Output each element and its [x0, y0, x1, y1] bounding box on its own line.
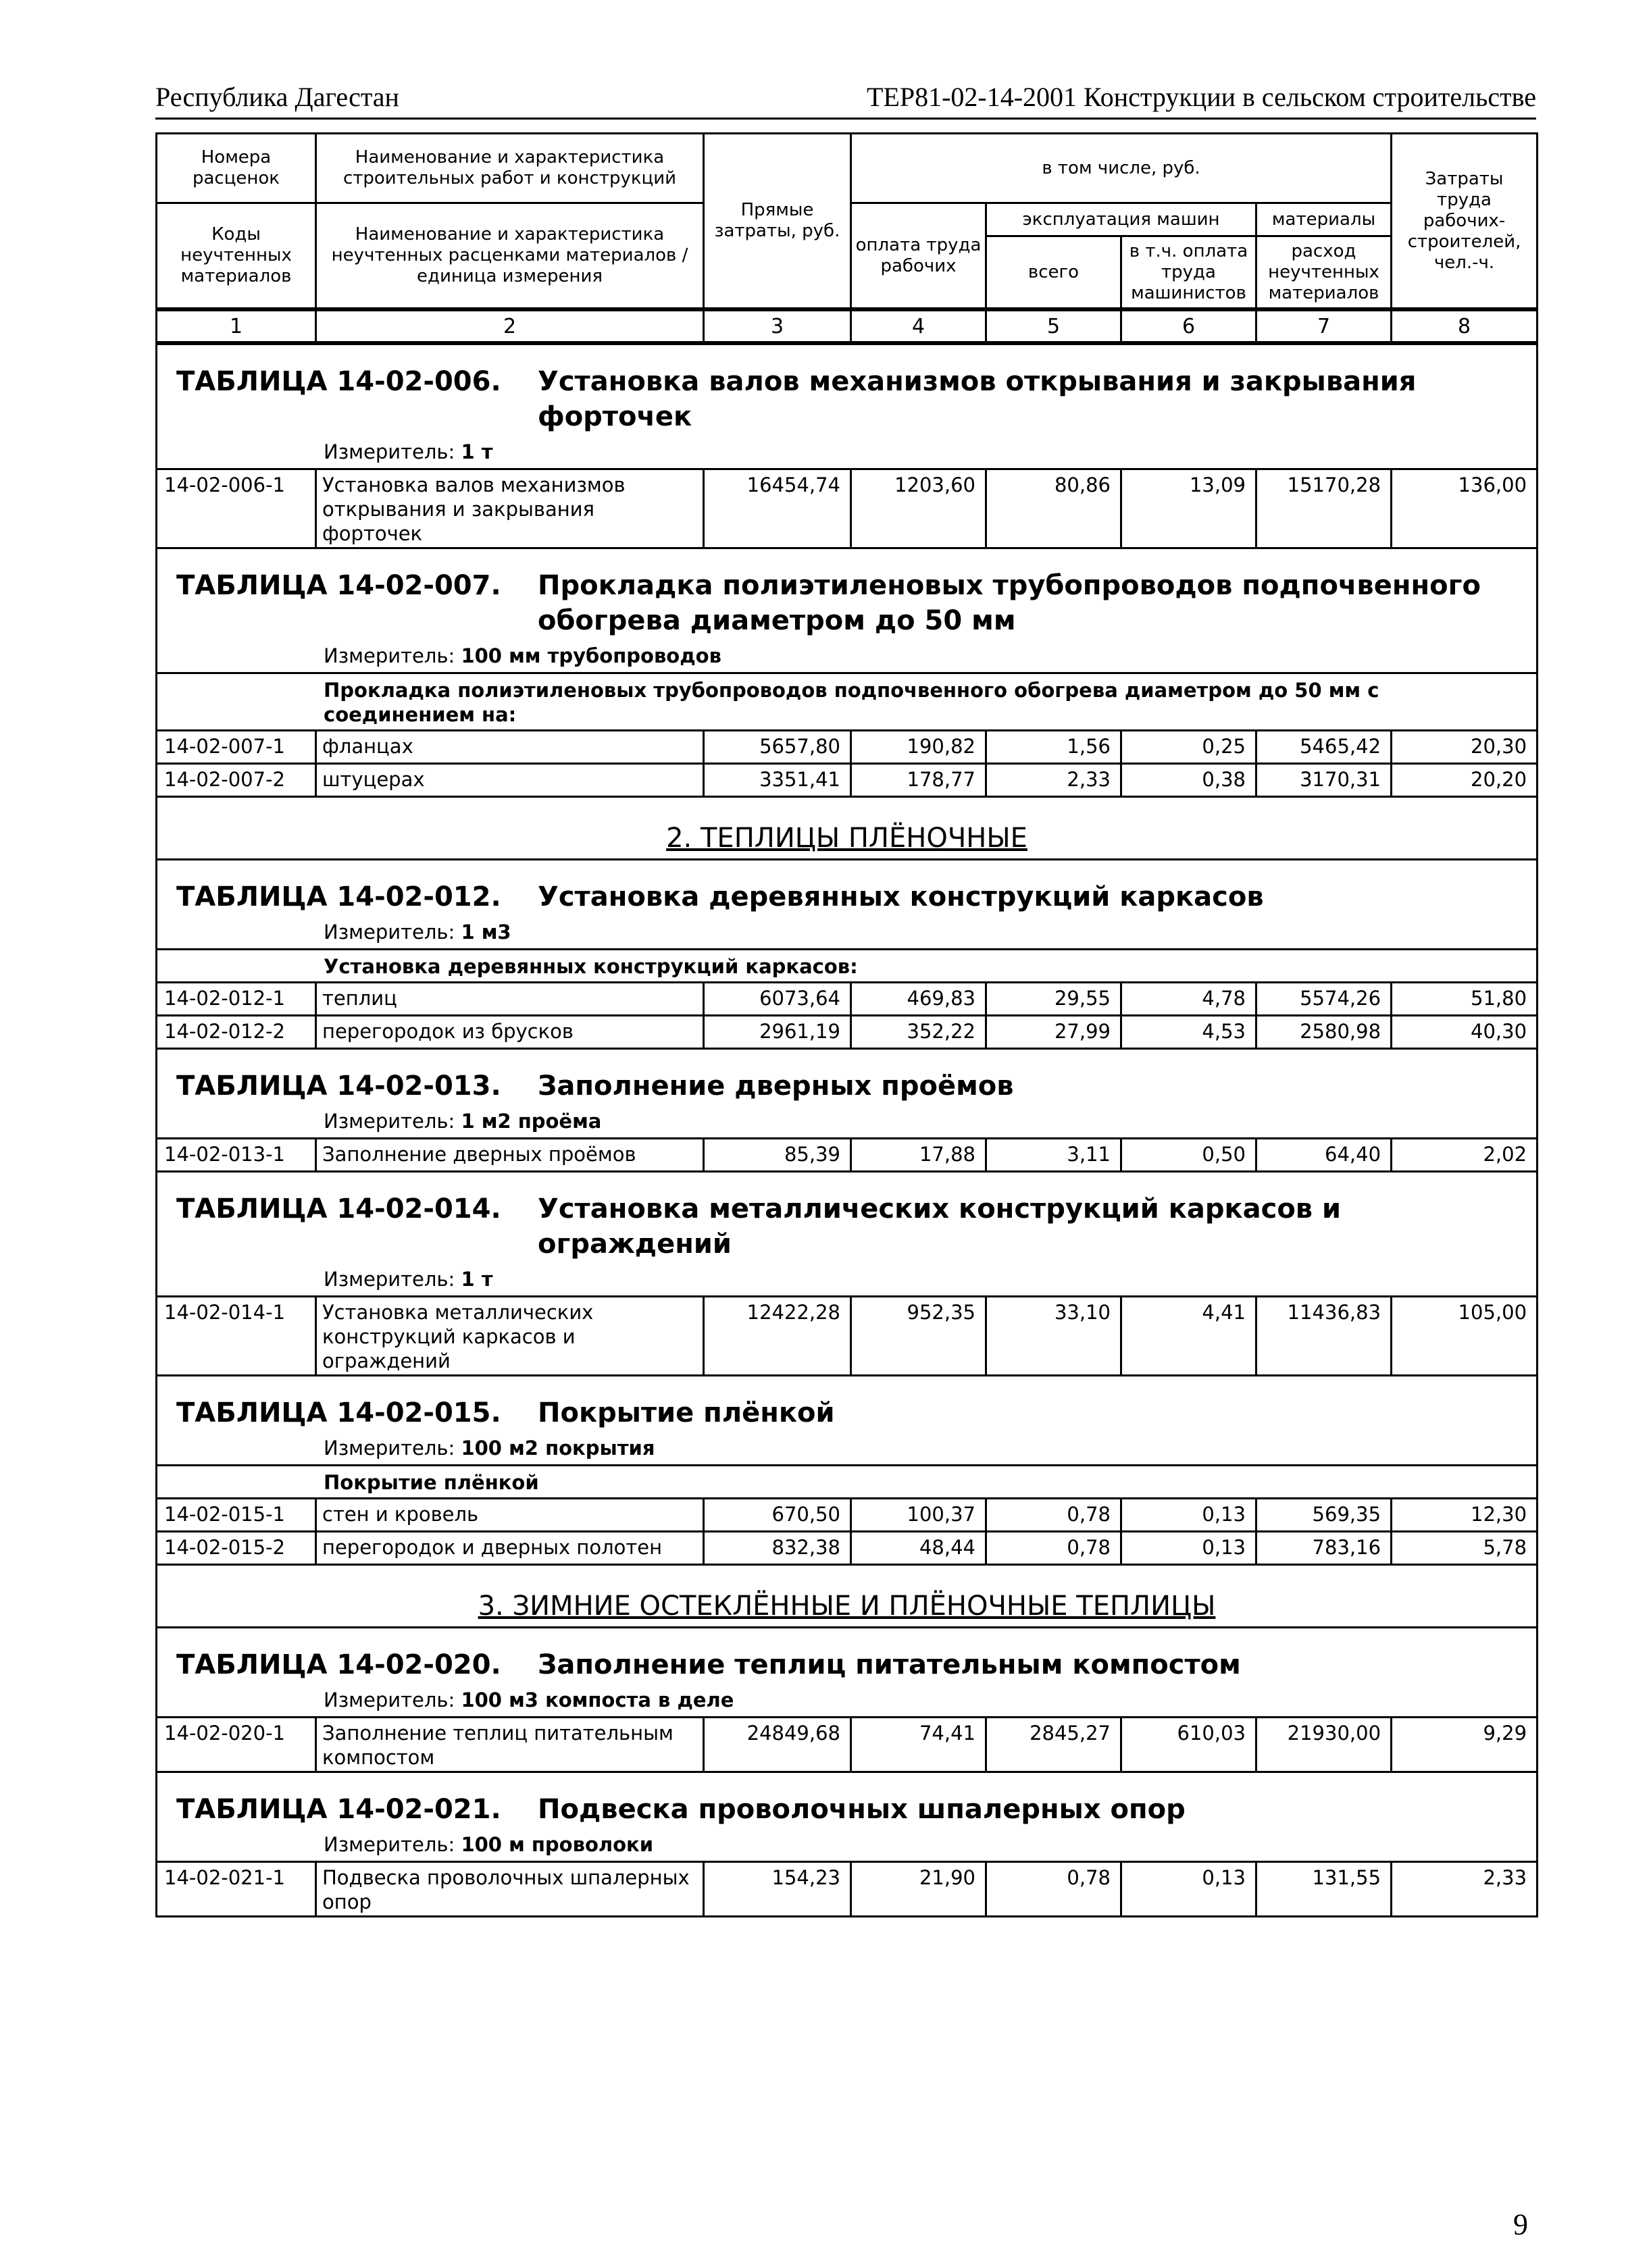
measure	[157, 438, 1536, 468]
header-material-codes: Коды неучтенных материалов	[157, 203, 316, 310]
document-title: ТЕР81-02-14-2001 Конструкции в сельском строительстве	[866, 82, 1536, 112]
measure-value: 100 мм трубопроводов	[461, 644, 721, 667]
machine-labor-cell: 0,13	[1121, 1532, 1256, 1565]
materials-cell: 2580,98	[1256, 1016, 1392, 1049]
table-title	[157, 1773, 1536, 1831]
labor-hours-cell: 12,30	[1392, 1499, 1538, 1532]
work-name-cell: теплиц	[316, 983, 704, 1016]
materials-cell: 3170,31	[1256, 764, 1392, 797]
measure-label: Измеритель:	[324, 440, 455, 463]
labor-hours-cell: 51,80	[1392, 983, 1538, 1016]
machine-total-cell: 2845,27	[986, 1718, 1121, 1772]
machine-total-cell: 33,10	[986, 1297, 1121, 1376]
work-name-cell: Подвеска проволочных шпалерных опор	[316, 1862, 704, 1917]
table-row	[157, 764, 1538, 797]
work-name-cell: перегородок из брусков	[316, 1016, 704, 1049]
table-row	[157, 1297, 1538, 1376]
rate-code-cell: 14-02-015-2	[157, 1532, 316, 1565]
table-row	[157, 1532, 1538, 1565]
measure	[157, 1266, 1536, 1295]
table-row	[157, 983, 1538, 1016]
measure-value: 1 м3	[461, 921, 511, 944]
table-row	[157, 731, 1538, 764]
header-direct-costs: Прямые затраты, руб.	[704, 134, 851, 310]
rate-code-cell: 14-02-007-1	[157, 731, 316, 764]
section-heading-cell	[157, 1565, 1538, 1628]
table-label: ТАБЛИЦА 14-02-007.	[176, 570, 501, 601]
header-materials-unaccounted: расход неучтенных материалов	[1256, 236, 1392, 310]
table-label: ТАБЛИЦА 14-02-006.	[176, 366, 501, 397]
rate-code-cell: 14-02-014-1	[157, 1297, 316, 1376]
header-rate-numbers: Номера расценок	[157, 134, 316, 203]
direct-costs-cell: 154,23	[704, 1862, 851, 1917]
machine-labor-cell: 0,13	[1121, 1862, 1256, 1917]
machine-labor-cell: 0,50	[1121, 1139, 1256, 1172]
machine-total-cell: 0,78	[986, 1532, 1121, 1565]
subheading-cell	[157, 1466, 1538, 1499]
region-name: Республика Дагестан	[155, 82, 399, 112]
header-material-names: Наименование и характеристика неучтенных расценками материалов / единица измерения	[316, 203, 704, 310]
rate-code-cell: 14-02-006-1	[157, 469, 316, 548]
table-label: ТАБЛИЦА 14-02-021.	[176, 1794, 501, 1825]
materials-cell: 5465,42	[1256, 731, 1392, 764]
section-heading-row	[157, 1565, 1538, 1628]
table-title-cell	[157, 548, 1538, 673]
column-number: 7	[1256, 309, 1392, 343]
machine-total-cell: 1,56	[986, 731, 1121, 764]
labor-pay-cell: 952,35	[851, 1297, 986, 1376]
measure-value: 1 м2 проёма	[461, 1110, 602, 1133]
table-title-row	[157, 1628, 1538, 1718]
measure-label: Измеритель:	[324, 1268, 455, 1291]
materials-cell: 131,55	[1256, 1862, 1392, 1917]
materials-cell: 21930,00	[1256, 1718, 1392, 1772]
measure-label: Измеритель:	[324, 921, 455, 944]
section-heading: 3. ЗИМНИЕ ОСТЕКЛЁННЫЕ И ПЛЁНОЧНЫЕ ТЕПЛИЦЫ	[478, 1591, 1216, 1622]
table-name: Покрытие плёнкой	[538, 1397, 835, 1428]
labor-pay-cell: 352,22	[851, 1016, 986, 1049]
table-row	[157, 1862, 1538, 1917]
section-heading-cell	[157, 797, 1538, 860]
table-title-cell	[157, 343, 1538, 469]
measure-value: 1 т	[461, 1268, 493, 1291]
page-header	[155, 74, 1536, 120]
machine-labor-cell: 13,09	[1121, 469, 1256, 548]
table-title-row	[157, 1172, 1538, 1297]
measure-value: 1 т	[461, 440, 493, 463]
table-row	[157, 1718, 1538, 1772]
rate-code-cell: 14-02-013-1	[157, 1139, 316, 1172]
work-name-cell: стен и кровель	[316, 1499, 704, 1532]
section-heading-row	[157, 797, 1538, 860]
header-labor-pay: оплата труда рабочих	[851, 203, 986, 310]
measure-value: 100 м3 компоста в деле	[461, 1689, 734, 1711]
table-title-row	[157, 1049, 1538, 1139]
labor-pay-cell: 48,44	[851, 1532, 986, 1565]
table-name: Установка деревянных конструкций каркасов	[538, 881, 1264, 912]
materials-cell: 5574,26	[1256, 983, 1392, 1016]
rate-code-cell: 14-02-007-2	[157, 764, 316, 797]
labor-hours-cell: 9,29	[1392, 1718, 1538, 1772]
materials-cell: 11436,83	[1256, 1297, 1392, 1376]
table-title-row	[157, 1772, 1538, 1862]
labor-pay-cell: 190,82	[851, 731, 986, 764]
table-title-row	[157, 860, 1538, 950]
subheading-cell	[157, 673, 1538, 731]
column-number: 4	[851, 309, 986, 343]
machine-labor-cell: 4,78	[1121, 983, 1256, 1016]
table-name: Подвеска проволочных шпалерных опор	[538, 1794, 1186, 1825]
labor-pay-cell: 17,88	[851, 1139, 986, 1172]
table-title-row	[157, 1376, 1538, 1466]
header-work-name: Наименование и характеристика строительных работ и конструкций	[316, 134, 704, 203]
subheading: Покрытие плёнкой	[324, 1471, 539, 1494]
subheading-row	[157, 673, 1538, 731]
labor-hours-cell: 40,30	[1392, 1016, 1538, 1049]
labor-pay-cell: 100,37	[851, 1499, 986, 1532]
direct-costs-cell: 670,50	[704, 1499, 851, 1532]
header-machine-total: всего	[986, 236, 1121, 310]
machine-total-cell: 2,33	[986, 764, 1121, 797]
direct-costs-cell: 832,38	[704, 1532, 851, 1565]
rate-code-cell: 14-02-020-1	[157, 1718, 316, 1772]
work-name-cell: Установка металлических конструкций каркасов и ограждений	[316, 1297, 704, 1376]
table-title-cell	[157, 1049, 1538, 1139]
labor-pay-cell: 178,77	[851, 764, 986, 797]
table-name: Заполнение теплиц питательным компостом	[538, 1649, 1241, 1680]
machine-labor-cell: 4,41	[1121, 1297, 1256, 1376]
rate-code-cell: 14-02-012-1	[157, 983, 316, 1016]
header-labor-costs: Затраты труда рабочих-строителей, чел.-ч.	[1392, 134, 1538, 310]
table-name: Установка валов механизмов открывания и закрывания форточек	[538, 366, 1417, 432]
header-machine-labor: в т.ч. оплата труда машинистов	[1121, 236, 1256, 310]
labor-pay-cell: 1203,60	[851, 469, 986, 548]
work-name-cell: фланцах	[316, 731, 704, 764]
measure-label: Измеритель:	[324, 644, 455, 667]
machine-total-cell: 80,86	[986, 469, 1121, 548]
materials-cell: 64,40	[1256, 1139, 1392, 1172]
header-materials: материалы	[1256, 203, 1392, 236]
materials-cell: 15170,28	[1256, 469, 1392, 548]
subheading-row	[157, 950, 1538, 983]
measure	[157, 1686, 1536, 1716]
table-title	[157, 1628, 1536, 1686]
work-name-cell: Установка валов механизмов открывания и закрывания форточек	[316, 469, 704, 548]
column-number: 2	[316, 309, 704, 343]
measure-value: 100 м2 покрытия	[461, 1437, 655, 1460]
table-title	[157, 345, 1536, 438]
direct-costs-cell: 3351,41	[704, 764, 851, 797]
machine-labor-cell: 610,03	[1121, 1718, 1256, 1772]
labor-hours-cell: 105,00	[1392, 1297, 1538, 1376]
measure-value: 100 м проволоки	[461, 1833, 654, 1856]
column-number: 1	[157, 309, 316, 343]
table-title	[157, 1376, 1536, 1435]
table-title	[157, 1050, 1536, 1108]
direct-costs-cell: 5657,80	[704, 731, 851, 764]
work-name-cell: Заполнение теплиц питательным компостом	[316, 1718, 704, 1772]
table-row	[157, 1016, 1538, 1049]
column-number: 8	[1392, 309, 1538, 343]
measure	[157, 1435, 1536, 1464]
labor-hours-cell: 2,02	[1392, 1139, 1538, 1172]
table-title	[157, 1172, 1536, 1266]
measure	[157, 1831, 1536, 1861]
column-number: 5	[986, 309, 1121, 343]
measure-label: Измеритель:	[324, 1437, 455, 1460]
table-name: Заполнение дверных проёмов	[538, 1071, 1014, 1102]
rate-code-cell: 14-02-015-1	[157, 1499, 316, 1532]
work-name-cell: штуцерах	[316, 764, 704, 797]
machine-total-cell: 0,78	[986, 1862, 1121, 1917]
table-label: ТАБЛИЦА 14-02-012.	[176, 881, 501, 912]
subheading-row	[157, 1466, 1538, 1499]
labor-hours-cell: 136,00	[1392, 469, 1538, 548]
direct-costs-cell: 2961,19	[704, 1016, 851, 1049]
machine-total-cell: 3,11	[986, 1139, 1121, 1172]
measure-label: Измеритель:	[324, 1833, 455, 1856]
table-title-cell	[157, 1376, 1538, 1466]
direct-costs-cell: 24849,68	[704, 1718, 851, 1772]
table-title-cell	[157, 1172, 1538, 1297]
work-name-cell: Заполнение дверных проёмов	[316, 1139, 704, 1172]
measure	[157, 1108, 1536, 1137]
table-name: Установка металлических конструкций каркасов и ограждений	[538, 1193, 1342, 1260]
header-including: в том числе, руб.	[851, 134, 1392, 203]
labor-hours-cell: 2,33	[1392, 1862, 1538, 1917]
column-number: 3	[704, 309, 851, 343]
table-title-row	[157, 548, 1538, 673]
labor-hours-cell: 20,30	[1392, 731, 1538, 764]
rates-table	[155, 132, 1538, 1917]
machine-labor-cell: 4,53	[1121, 1016, 1256, 1049]
direct-costs-cell: 6073,64	[704, 983, 851, 1016]
section-heading: 2. ТЕПЛИЦЫ ПЛЁНОЧНЫЕ	[666, 823, 1027, 854]
measure-label: Измеритель:	[324, 1110, 455, 1133]
rate-code-cell: 14-02-012-2	[157, 1016, 316, 1049]
labor-pay-cell: 469,83	[851, 983, 986, 1016]
labor-hours-cell: 20,20	[1392, 764, 1538, 797]
header-machine-operation: эксплуатация машин	[986, 203, 1256, 236]
work-name-cell: перегородок и дверных полотен	[316, 1532, 704, 1565]
table-row	[157, 1499, 1538, 1532]
direct-costs-cell: 85,39	[704, 1139, 851, 1172]
table-title-row	[157, 343, 1538, 469]
measure-label: Измеритель:	[324, 1689, 455, 1711]
labor-pay-cell: 74,41	[851, 1718, 986, 1772]
table-title-cell	[157, 860, 1538, 950]
machine-total-cell: 27,99	[986, 1016, 1121, 1049]
direct-costs-cell: 12422,28	[704, 1297, 851, 1376]
column-numbers-row	[157, 309, 1538, 343]
table-label: ТАБЛИЦА 14-02-020.	[176, 1649, 501, 1680]
machine-labor-cell: 0,13	[1121, 1499, 1256, 1532]
labor-hours-cell: 5,78	[1392, 1532, 1538, 1565]
table-title	[157, 549, 1536, 642]
direct-costs-cell: 16454,74	[704, 469, 851, 548]
subheading-cell	[157, 950, 1538, 983]
rate-code-cell: 14-02-021-1	[157, 1862, 316, 1917]
table-row	[157, 469, 1538, 548]
column-number: 6	[1121, 309, 1256, 343]
measure	[157, 642, 1536, 672]
machine-total-cell: 0,78	[986, 1499, 1121, 1532]
table-row	[157, 1139, 1538, 1172]
subheading: Прокладка полиэтиленовых трубопроводов подпочвенного обогрева диаметром до 50 мм с соединением на:	[324, 679, 1379, 726]
header-row-1	[157, 134, 1538, 203]
subheading: Установка деревянных конструкций каркасов:	[324, 955, 858, 978]
machine-labor-cell: 0,38	[1121, 764, 1256, 797]
table-label: ТАБЛИЦА 14-02-015.	[176, 1397, 501, 1428]
table-title-cell	[157, 1772, 1538, 1862]
page-number: 9	[1513, 2208, 1528, 2241]
measure	[157, 919, 1536, 948]
machine-total-cell: 29,55	[986, 983, 1121, 1016]
table-title	[157, 860, 1536, 919]
table-name: Прокладка полиэтиленовых трубопроводов подпочвенного обогрева диаметром до 50 мм	[538, 570, 1481, 636]
table-label: ТАБЛИЦА 14-02-014.	[176, 1193, 501, 1225]
materials-cell: 569,35	[1256, 1499, 1392, 1532]
labor-pay-cell: 21,90	[851, 1862, 986, 1917]
table-label: ТАБЛИЦА 14-02-013.	[176, 1071, 501, 1102]
machine-labor-cell: 0,25	[1121, 731, 1256, 764]
materials-cell: 783,16	[1256, 1532, 1392, 1565]
table-title-cell	[157, 1628, 1538, 1718]
